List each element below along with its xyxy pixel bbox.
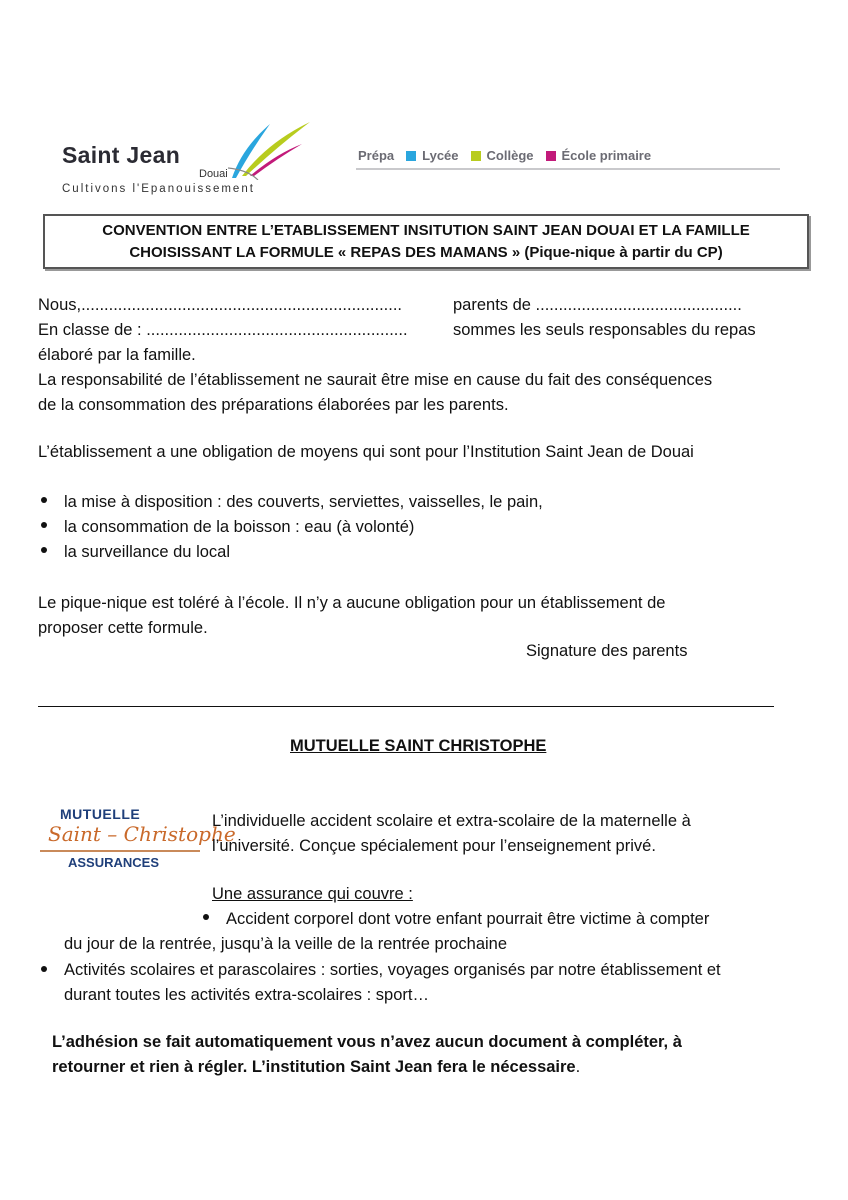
- tolerance-text: Le pique-nique est toléré à l’école. Il n’y a aucune obligation pour un établissement de: [38, 594, 666, 612]
- list-item: durant toutes les activités extra-scolaires : sport…: [64, 986, 429, 1004]
- list-item: du jour de la rentrée, jusqu’à la veille de la rentrée prochaine: [64, 935, 508, 953]
- logo-tagline: Cultivons l'Epanouissement: [62, 183, 255, 195]
- square-icon: [471, 151, 481, 161]
- adhesion-notice: L’adhésion se fait automatiquement vous n’avez aucun document à compléter, à: [52, 1033, 682, 1051]
- list-item: Accident corporel dont votre enfant pourrait être victime à compter: [226, 910, 710, 928]
- mutuelle-logo-rule: [40, 850, 200, 852]
- section-divider: [38, 706, 774, 707]
- bullet-icon: [41, 547, 47, 553]
- obligation-text: L’établissement a une obligation de moyens qui sont pour l’Institution Saint Jean de Douai: [38, 443, 694, 461]
- logo-city: Douai: [199, 168, 228, 180]
- adhesion-notice-text: retourner et rien à régler. L’institution Saint Jean fera le nécessaire: [52, 1058, 576, 1076]
- coverage-heading: Une assurance qui couvre :: [212, 885, 413, 903]
- body-text: La responsabilité de l’établissement ne saurait être mise en cause du fait des conséquences: [38, 371, 713, 389]
- list-item: Activités scolaires et parascolaires : sorties, voyages organisés par notre établissement et: [64, 961, 721, 979]
- convention-title-box: [43, 214, 809, 269]
- convention-title-line2: CHOISISSANT LA FORMULE « REPAS DES MAMANS » (Pique-nique à partir du CP): [129, 243, 723, 261]
- header-divider: [356, 168, 780, 170]
- list-item: la mise à disposition : des couverts, serviettes, vaisselles, le pain,: [64, 493, 543, 511]
- mutuelle-logo-bottom: ASSURANCES: [68, 855, 160, 870]
- mutuelle-logo-script: Saint – Christophe: [48, 822, 236, 846]
- logo-name: Saint Jean: [62, 142, 181, 168]
- mutuelle-intro: L’individuelle accident scolaire et extra-scolaire de la maternelle à: [212, 812, 691, 830]
- convention-title-line1: CONVENTION ENTRE L’ETABLISSEMENT INSITUTION SAINT JEAN DOUAI ET LA FAMILLE: [102, 221, 750, 239]
- nav-label-college: Collège: [486, 148, 534, 163]
- body-text: élaboré par la famille.: [38, 346, 196, 364]
- signature-label: Signature des parents: [526, 642, 688, 660]
- school-levels-nav: [358, 148, 651, 163]
- square-icon: [546, 151, 556, 161]
- adhesion-notice-period: .: [575, 1058, 581, 1076]
- parents-name-field-line: Nous,......................................................................: [38, 296, 402, 314]
- logo-swoosh-icon: [228, 118, 318, 180]
- nav-label-lycee: Lycée: [422, 148, 459, 163]
- mutuelle-intro: l’université. Conçue spécialement pour l’enseignement privé.: [212, 837, 656, 855]
- child-name-field-line: parents de .............................................: [453, 296, 742, 314]
- list-item: la surveillance du local: [64, 543, 231, 561]
- bullet-icon: [41, 522, 47, 528]
- responsibility-text: sommes les seuls responsables du repas: [453, 321, 756, 339]
- adhesion-notice-line2: [52, 1055, 580, 1080]
- square-icon: [406, 151, 416, 161]
- body-text: de la consommation des préparations élaborées par les parents.: [38, 396, 509, 414]
- nav-label-primaire: École primaire: [561, 148, 652, 163]
- nav-label-prepa: Prépa: [358, 148, 395, 163]
- tolerance-text: proposer cette formule.: [38, 619, 208, 637]
- bullet-icon: [41, 497, 47, 503]
- class-field-line: En classe de : .........................................................: [38, 321, 408, 339]
- bullet-icon: [41, 966, 47, 972]
- bullet-icon: [203, 914, 209, 920]
- mutuelle-logo-top: MUTUELLE: [60, 806, 141, 822]
- list-item: la consommation de la boisson : eau (à volonté): [64, 518, 415, 536]
- section-title: MUTUELLE SAINT CHRISTOPHE: [290, 737, 547, 755]
